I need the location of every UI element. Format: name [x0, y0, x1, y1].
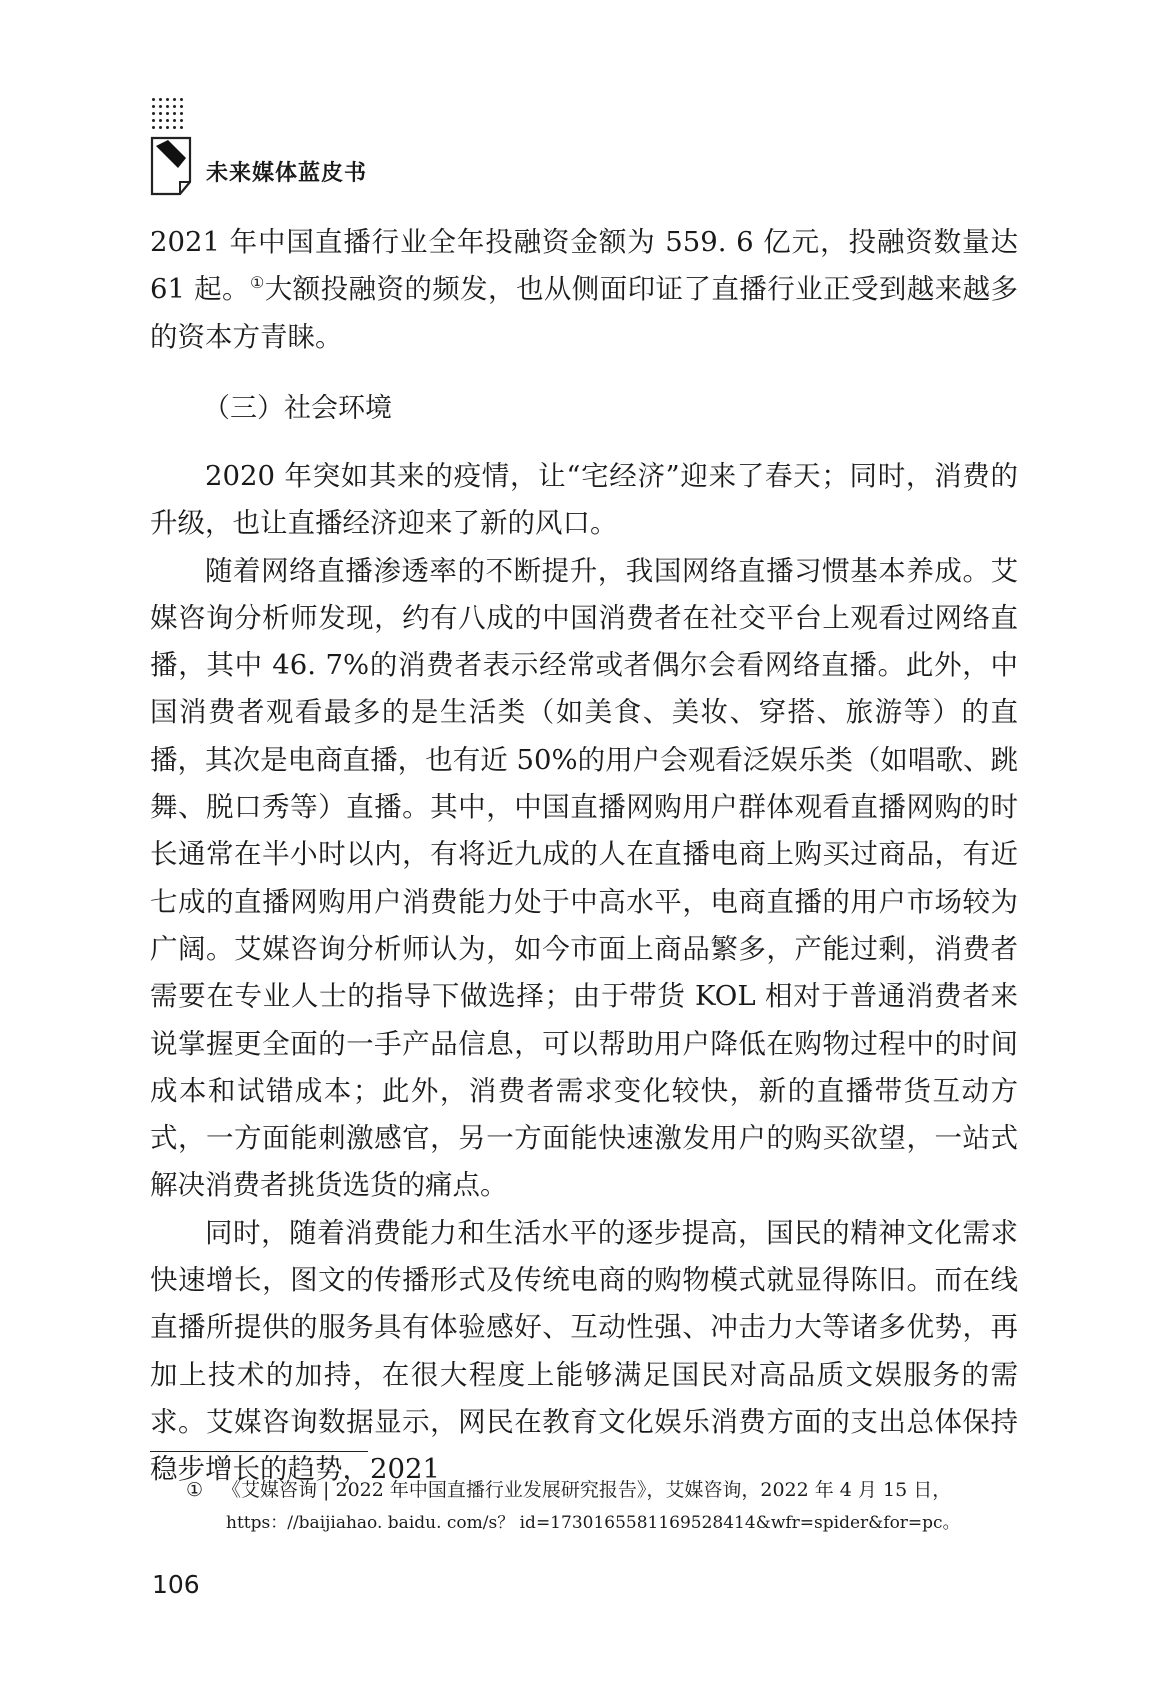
section-heading: （三）社会环境 [203, 393, 392, 424]
body-paragraph: 随着网络直播渗透率的不断提升，我国网络直播习惯基本养成。艾媒咨询分析师发现，约有八成的中国消费者在社交平台上观看过网络直播，其中 46. 7%的消费者表示经常或者偶尔会看网络直播。此外，中国消费者观看最多的是生活类（如美食、美妆、穿搭、旅游等）的直播，其次是电商直播，也有近 50%的用户会观看泛娱乐类（如唱歌、跳舞、脱口秀等）直播。其中，中国直播网购用户群体观看直播网购的时长通常在半小时以内，有将近九成的人在直播电商上购买过商品，有近七成的直播网购用户消费能力处于中高水平，电商直播的用户市场较为广阔。艾媒咨询分析师认为，如今市面上商品繁多，产能过剩，消费者需要在专业人士的指导下做选择；由于带货 KOL 相对于普通消费者来说掌握更全面的一手产品信息，可以帮助用户降低在购物过程中的时间成本和试错成本；此外，消费者需求变化较快，新的直播带货互动方式，一方面能刺激感官，另一方面能快速激发用户的购买欲望，一站式解决消费者挑货选货的痛点。 [150, 554, 1018, 1202]
footnote-reference[interactable]: ① [249, 273, 265, 293]
paragraph-text: 2021 年中国直播行业全年投融资金额为 559. 6 亿元，投融资数量达 61 起。 [150, 226, 1018, 306]
body-paragraph [150, 219, 1018, 361]
footnote-divider [150, 1451, 368, 1452]
opening-block [150, 219, 1018, 361]
footnote-citation: 《艾媒咨询 | 2022 年中国直播行业发展研究报告》，艾媒咨询，2022 年 4 月 15 日， [222, 1479, 952, 1501]
footnote-url[interactable]: https：//baijiahao. baidu. com/s？ id=1730165581169528414&wfr=spider&for=pc。 [226, 1513, 960, 1533]
footnote [186, 1474, 1018, 1540]
footnote-mark: ① [186, 1479, 204, 1501]
body-paragraph: 2020 年突如其来的疫情，让“宅经济”迎来了春天；同时，消费的升级，也让直播经济迎来了新的风口。 [150, 460, 1018, 540]
book-page-icon [150, 136, 194, 196]
running-header [150, 98, 450, 198]
book-series-title: 未来媒体蓝皮书 [206, 161, 368, 186]
body-paragraph: 同时，随着消费能力和生活水平的逐步提高，国民的精神文化需求快速增长，图文的传播形式及传统电商的购物模式就显得陈旧。而在线直播所提供的服务具有体验感好、互动性强、冲击力大等诸多优势，再加上技术的加持，在很大程度上能够满足国民对高品质文娱服务的需求。艾媒咨询数据显示，网民在教育文化娱乐消费方面的支出总体保持稳步增长的趋势，2021 [150, 1216, 1018, 1486]
paragraph-text-continued: 大额投融资的频发，也从侧面印证了直播行业正受到越来越多的资本方青睐。 [150, 273, 1019, 353]
dot-grid-ornament [152, 98, 190, 132]
main-text [150, 453, 1018, 1494]
page-number: 106 [152, 1570, 200, 1599]
footnote-text-line [186, 1474, 1018, 1507]
